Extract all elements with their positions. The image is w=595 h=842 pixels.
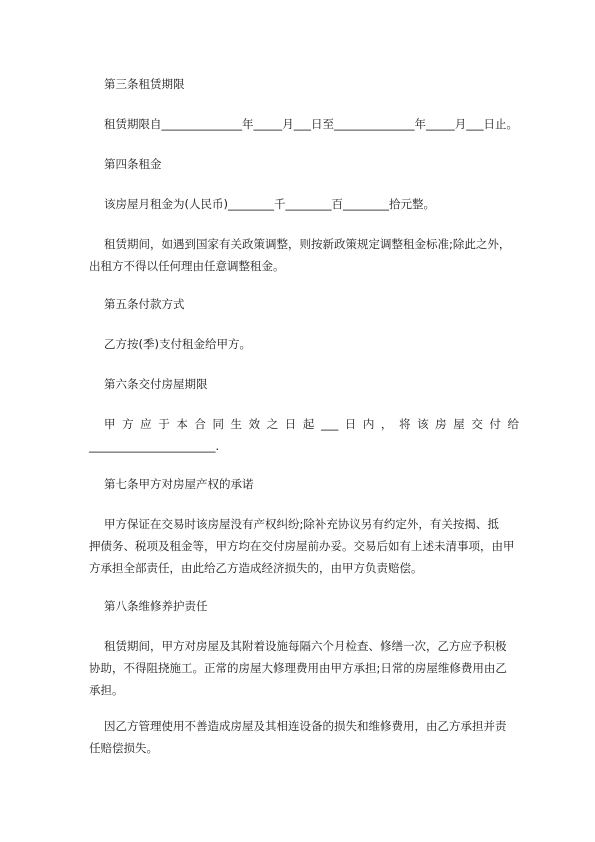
char: 应 xyxy=(140,417,152,431)
section-3-body: 租赁期限自______________年_____月___日至______________年_____月___日止。 xyxy=(104,117,518,131)
char: 之 xyxy=(266,417,279,431)
section-7-title: 第七条甲方对房屋产权的承诺 xyxy=(104,477,254,491)
blank: ___ xyxy=(320,417,339,431)
char: 给 xyxy=(507,417,519,431)
char: 本 xyxy=(176,417,188,431)
section-8-p2-line1: 因乙方管理使用不善造成房屋及其相连设备的损失和维修费用，由乙方承担并责 xyxy=(104,719,507,733)
char: 效 xyxy=(248,417,261,431)
char: ， xyxy=(380,417,393,431)
char: 日 xyxy=(284,417,297,431)
char: 屋 xyxy=(453,417,465,431)
section-8-title: 第八条维修养护责任 xyxy=(104,599,208,613)
char: 交 xyxy=(471,417,483,431)
char: 付 xyxy=(489,417,501,431)
section-4-rent-amount: 该房屋月租金为(人民币)________千________百________拾元整。 xyxy=(104,197,435,211)
char: 于 xyxy=(158,417,170,431)
section-7-line3: 方承担全部责任，由此给乙方造成经济损失的，由甲方负责赔偿。 xyxy=(89,561,423,575)
char: 起 xyxy=(302,417,315,431)
char: 日 xyxy=(344,417,357,431)
section-4-title: 第四条租金 xyxy=(104,157,162,171)
section-7-line1: 甲方保证在交易时该房屋没有产权纠纷;除补充协议另有约定外，有关按揭、抵 xyxy=(104,517,499,531)
char: 将 xyxy=(399,417,411,431)
char: 房 xyxy=(435,417,447,431)
section-8-p1-line1: 租赁期间，甲方对房屋及其附着设施每隔六个月检查、修缮一次，乙方应予积极 xyxy=(104,639,507,653)
char: 该 xyxy=(417,417,429,431)
section-5-body: 乙方按(季)支付租金给甲方。 xyxy=(104,337,251,351)
char: 合 xyxy=(194,417,206,431)
section-3-title: 第三条租赁期限 xyxy=(104,77,185,91)
char: 方 xyxy=(122,417,134,431)
section-7-line2: 押债务、税项及租金等，甲方均在交付房屋前办妥。交易后如有上述未清事项，由甲 xyxy=(89,539,515,553)
section-6-title: 第六条交付房屋期限 xyxy=(104,377,208,391)
char: 内 xyxy=(362,417,375,431)
section-6-line2: ______________________. xyxy=(89,439,220,453)
section-4-adjust-line2: 出租方不得以任何理由任意调整租金。 xyxy=(89,259,285,273)
section-8-p1-line3: 承担。 xyxy=(89,683,124,697)
char: 生 xyxy=(230,417,243,431)
char: 同 xyxy=(212,417,224,431)
section-5-title: 第五条付款方式 xyxy=(104,297,185,311)
section-8-p1-line2: 协助，不得阻挠施工。正常的房屋大修理费用由甲方承担;日常的房屋维修费用由乙 xyxy=(89,661,507,675)
section-6-line1 xyxy=(104,416,519,432)
char: 甲 xyxy=(104,417,116,431)
section-4-adjust-line1: 租赁期间，如遇到国家有关政策调整，则按新政策规定调整租金标准;除此之外， xyxy=(104,237,511,251)
section-8-p2-line2: 任赔偿损失。 xyxy=(89,741,158,755)
